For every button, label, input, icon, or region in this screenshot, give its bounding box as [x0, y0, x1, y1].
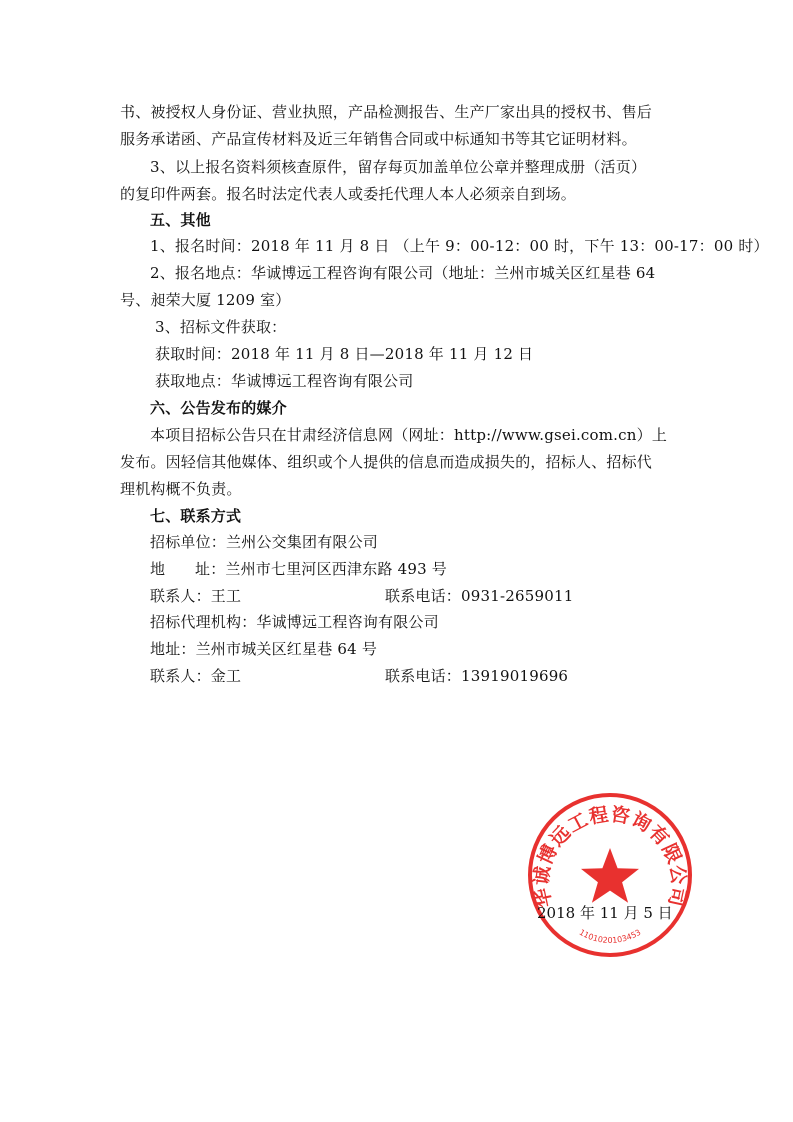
media-text-line: 发布。因轻信其他媒体、组织或个人提供的信息而造成损失的，招标人、招标代 [120, 453, 653, 471]
tenderer-address: 地 址：兰州市七里河区西津东路 493 号 [150, 560, 447, 578]
agency-address: 地址：兰州市城关区红星巷 64 号 [150, 640, 378, 658]
signature-date: 2018 年 11 月 5 日 [537, 904, 673, 922]
section-heading-other: 五、其他 [150, 211, 211, 229]
contact-person: 联系人：王工 [150, 587, 242, 605]
registration-place-line: 号、昶荣大厦 1209 室） [120, 291, 291, 309]
agency: 招标代理机构：华诚博远工程咨询有限公司 [150, 613, 439, 631]
body-text-line: 3、以上报名资料须核查原件，留存每页加盖单位公章并整理成册（活页） [150, 158, 647, 176]
tenderer: 招标单位：兰州公交集团有限公司 [150, 533, 379, 551]
body-text-line: 的复印件两套。报名时法定代表人或委托代理人本人必须亲自到场。 [120, 185, 577, 203]
document-acquisition: 3、招标文件获取： [155, 318, 287, 336]
contact-row [150, 586, 750, 606]
media-text-line: 本项目招标公告只在甘肃经济信息网（网址：http://www.gsei.com.cn）上 [150, 426, 668, 444]
acquisition-time: 获取时间：2018 年 11 月 8 日—2018 年 11 月 12 日 [155, 345, 534, 363]
section-heading-contact: 七、联系方式 [150, 507, 242, 525]
acquisition-place: 获取地点：华诚博远工程咨询有限公司 [155, 372, 414, 390]
official-seal [525, 790, 695, 960]
section-heading-media: 六、公告发布的媒介 [150, 399, 287, 417]
contact-phone: 联系电话：0931-2659011 [385, 587, 574, 605]
registration-place-line: 2、报名地点：华诚博远工程咨询有限公司（地址：兰州市城关区红星巷 64 [150, 264, 656, 282]
body-text-line: 服务承诺函、产品宣传材料及近三年销售合同或中标通知书等其它证明材料。 [120, 130, 637, 148]
seal-text: 华诚博远工程咨询有限公司 [530, 803, 690, 910]
contact-phone: 联系电话：13919019696 [385, 667, 569, 685]
registration-time: 1、报名时间：2018 年 11 月 8 日 （上午 9：00-12：00 时，下午 13：00-17：00 时） [150, 237, 769, 255]
contact-row [150, 666, 750, 686]
seal-code: 1101020103453 [577, 927, 643, 945]
contact-person: 联系人：金工 [150, 667, 242, 685]
media-text-line: 理机构概不负责。 [120, 480, 242, 498]
star-icon [581, 848, 639, 903]
body-text-line: 书、被授权人身份证、营业执照，产品检测报告、生产厂家出具的授权书、售后 [120, 103, 653, 121]
